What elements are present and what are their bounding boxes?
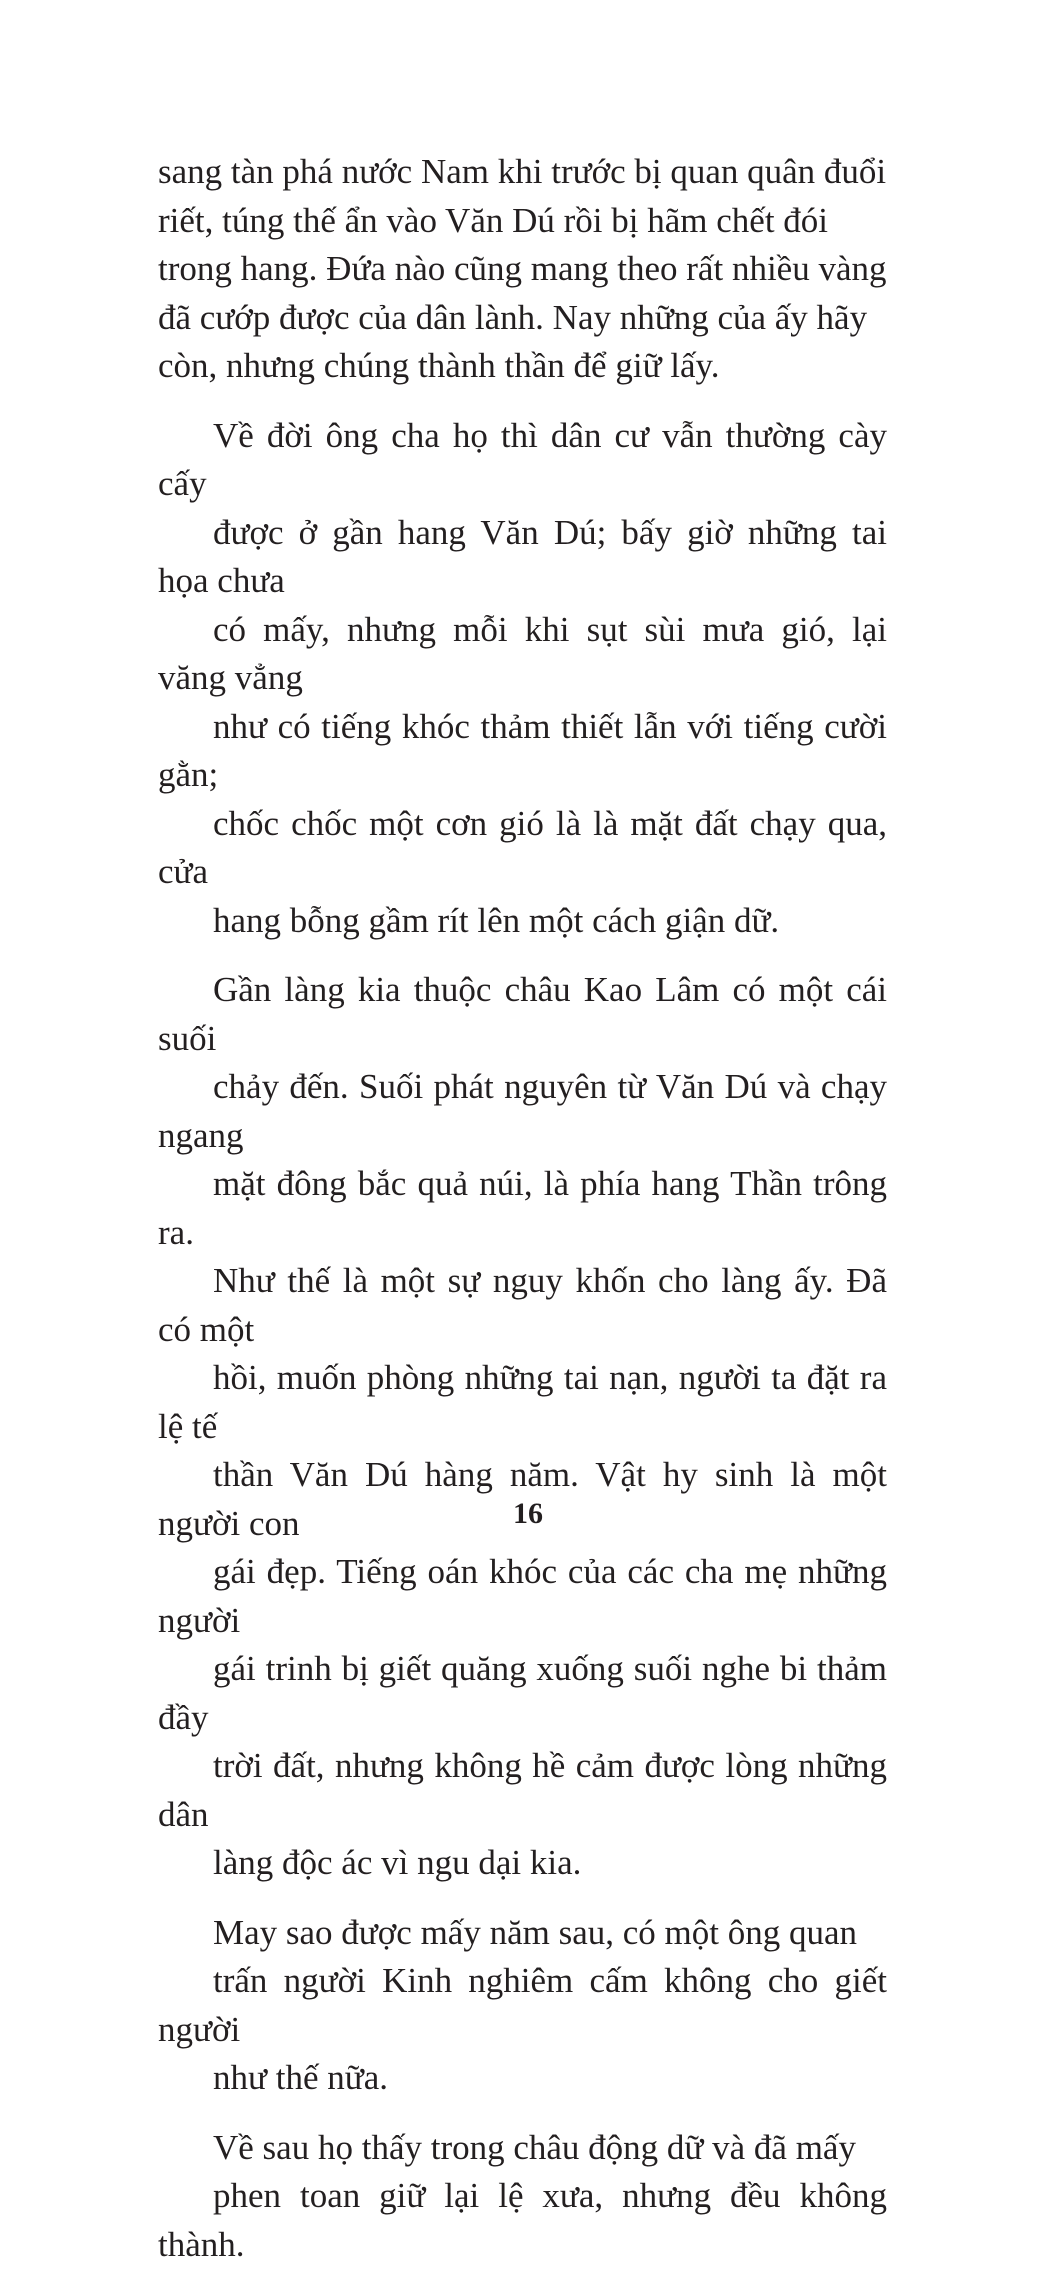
paragraph-4 xyxy=(158,1909,887,2103)
text-line: trong hang. Đứa nào cũng mang theo rất nhiều vàng xyxy=(158,249,887,288)
text-line: hang bỗng gầm rít lên một cách giận dữ. xyxy=(213,900,780,940)
paragraph-5 xyxy=(158,2124,887,2270)
paragraph-1 xyxy=(158,148,887,391)
text-line: còn, nhưng chúng thành thần để giữ lấy. xyxy=(158,346,720,385)
text-line: phen toan giữ lại lệ xưa, nhưng đều không thành. xyxy=(158,2176,887,2264)
text-line: Về sau họ thấy trong châu động dữ và đã mấy xyxy=(213,2127,856,2167)
text-line: như thế nữa. xyxy=(213,2058,388,2097)
text-line: chốc chốc một cơn gió là là mặt đất chạy qua, cửa xyxy=(158,803,887,891)
text-line: Về đời ông cha họ thì dân cư vẫn thường cày cấy xyxy=(158,415,887,503)
text-line: thần Văn Dú hàng năm. Vật hy sinh là một người con xyxy=(158,1455,887,1543)
text-line: đã cướp được của dân lành. Nay những của ấy hãy xyxy=(158,297,868,337)
text-line: trấn người Kinh nghiêm cấm không cho giết người xyxy=(158,1961,887,2049)
text-line: hồi, muốn phòng những tai nạn, người ta đặt ra lệ tế xyxy=(158,1358,887,1446)
page-number: 16 xyxy=(513,1497,543,1530)
text-line: làng độc ác vì ngu dại kia. xyxy=(213,1843,582,1882)
text-line: Gần làng kia thuộc châu Kao Lâm có một cái suối xyxy=(158,970,887,1058)
text-line: được ở gần hang Văn Dú; bấy giờ những tai họa chưa xyxy=(158,512,887,600)
text-line: chảy đến. Suối phát nguyên từ Văn Dú và chạy ngang xyxy=(158,1067,887,1155)
text-line: mặt đông bắc quả núi, là phía hang Thần trông ra. xyxy=(158,1164,887,1252)
text-line: như có tiếng khóc thảm thiết lẫn với tiếng cười gằn; xyxy=(158,706,887,794)
body-text xyxy=(158,148,887,2290)
text-line: sang tàn phá nước Nam khi trước bị quan quân đuổi xyxy=(158,152,887,191)
text-line: May sao được mấy năm sau, có một ông quan xyxy=(213,1912,858,1952)
text-line: Như thế là một sự nguy khốn cho làng ấy. Đã có một xyxy=(158,1261,887,1349)
paragraph-2 xyxy=(158,412,887,946)
text-line: gái trinh bị giết quăng xuống suối nghe bi thảm đầy xyxy=(158,1649,887,1737)
text-line: riết, túng thế ẩn vào Văn Dú rồi bị hãm chết đói xyxy=(158,200,829,240)
text-line: trời đất, nhưng không hề cảm được lòng những dân xyxy=(158,1746,887,1834)
paragraph-3 xyxy=(158,966,887,1888)
text-line: có mấy, nhưng mỗi khi sụt sùi mưa gió, lại văng vẳng xyxy=(158,609,887,697)
text-line: gái đẹp. Tiếng oán khóc của các cha mẹ những người xyxy=(158,1552,887,1640)
